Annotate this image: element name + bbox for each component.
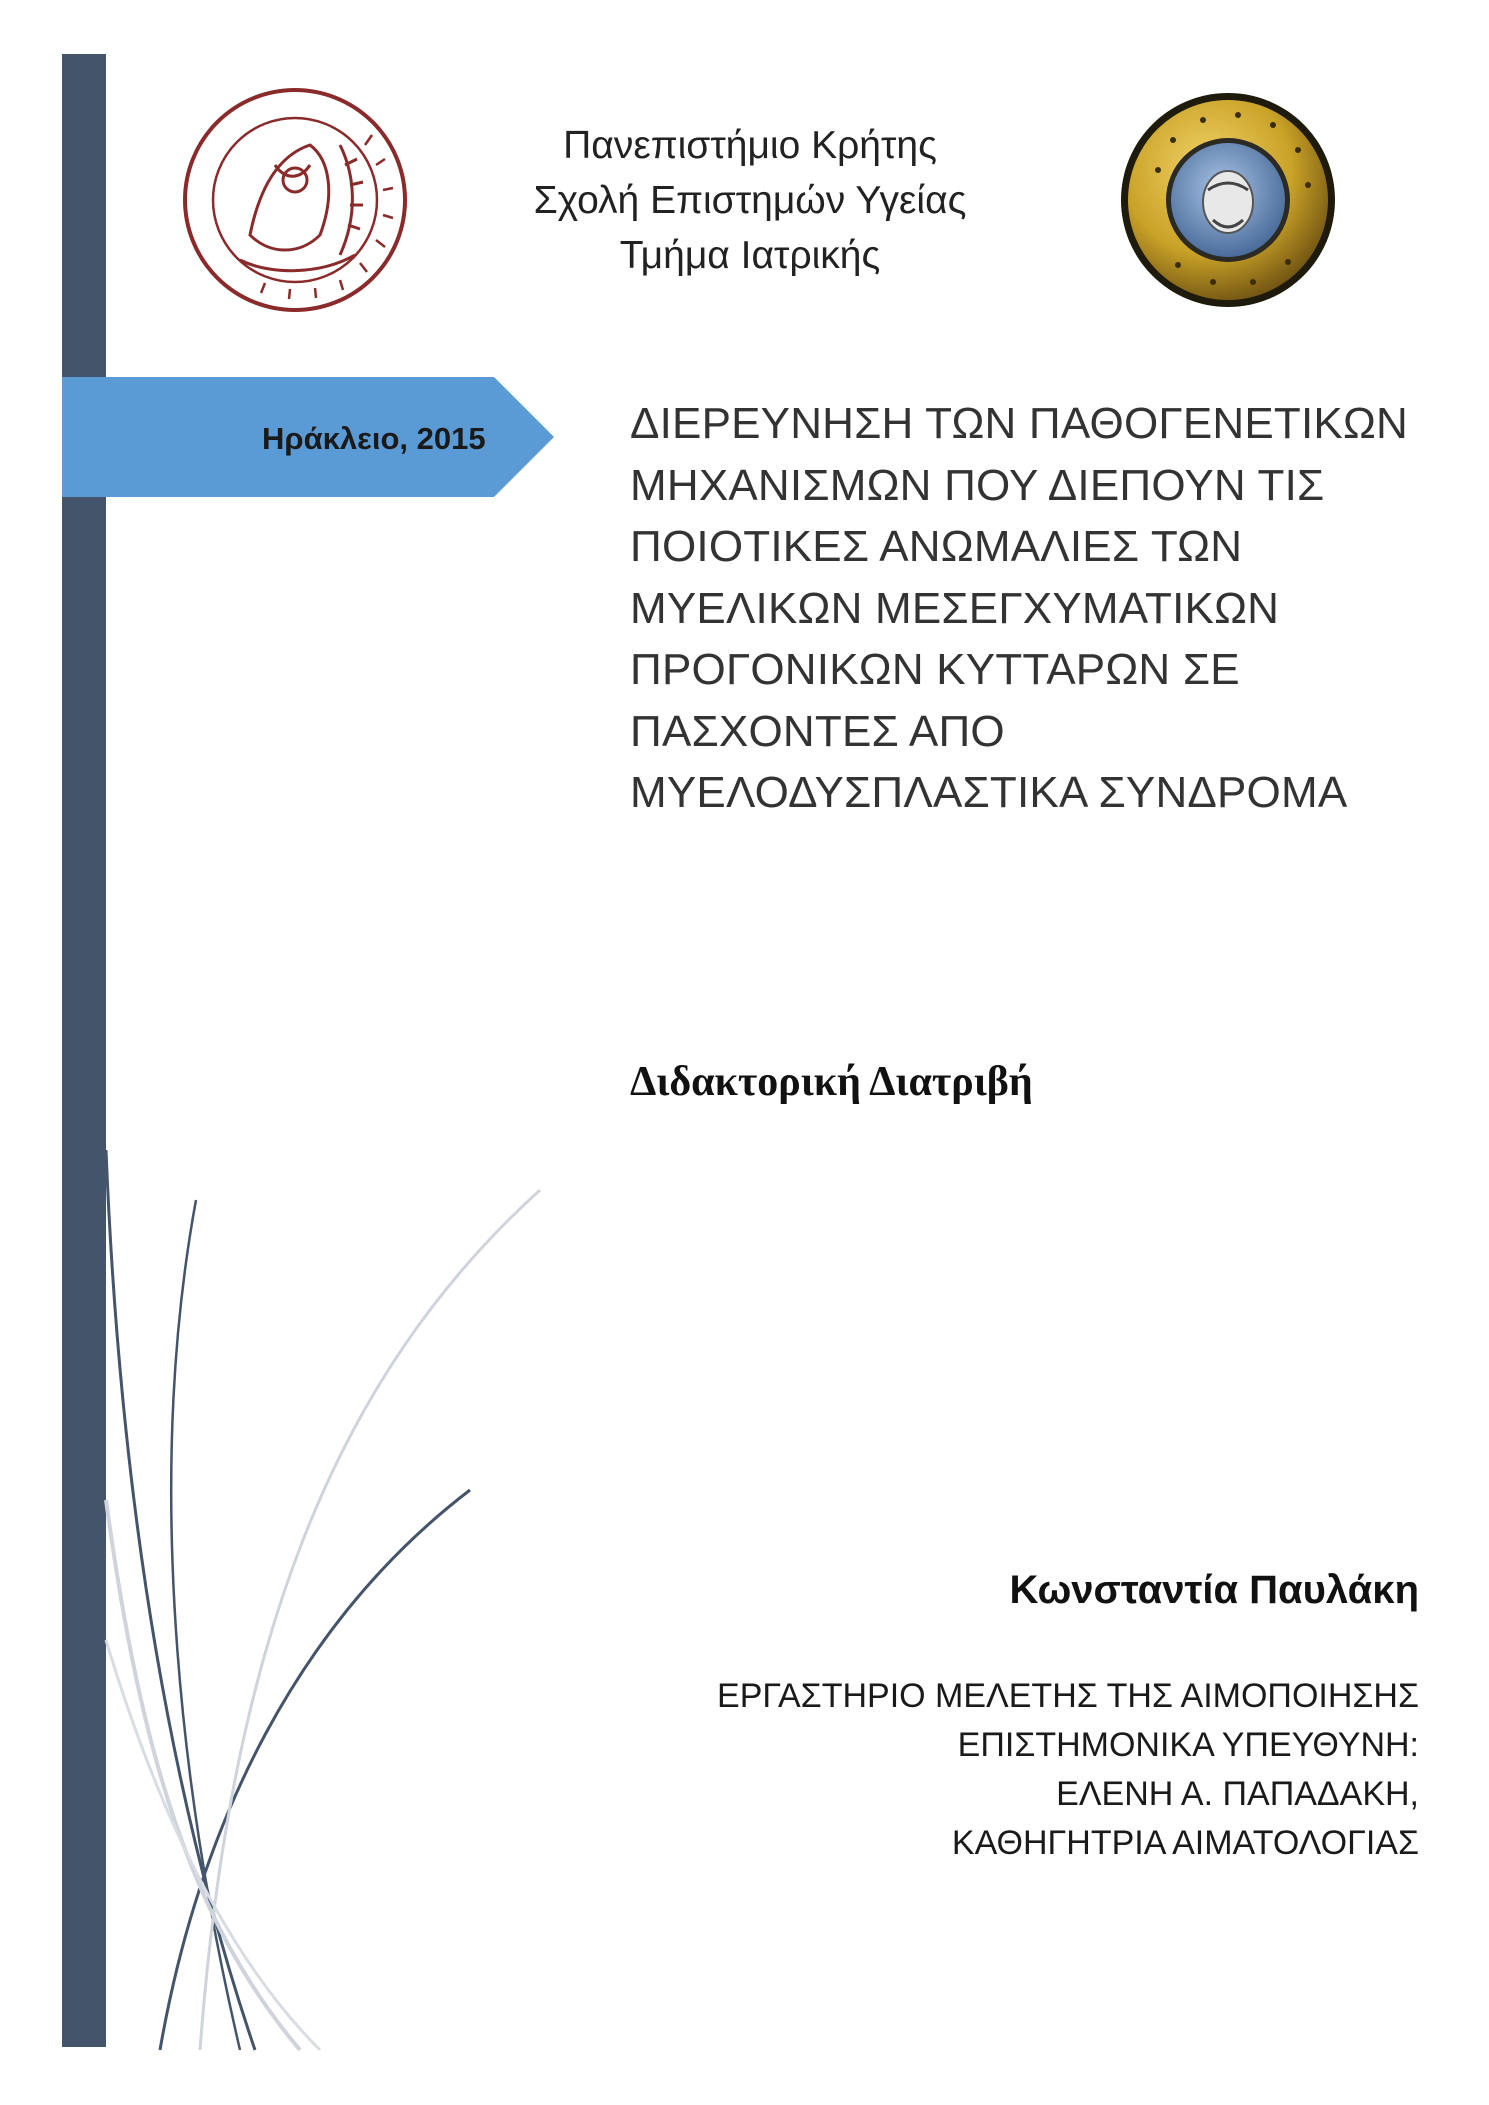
thesis-type-label: Διδακτορική Διατριβή	[630, 1059, 1033, 1105]
institution-header	[450, 118, 1050, 283]
university-name: Πανεπιστήμιο Κρήτης	[563, 124, 937, 167]
title-line: ΜΗΧΑΝΙΣΜΩΝ ΠΟΥ ΔΙΕΠΟΥΝ ΤΙΣ	[630, 460, 1325, 510]
lab-line: ΕΡΓΑΣΤΗΡΙΟ ΜΕΛΕΤΗΣ ΤΗΣ ΑΙΜΟΠΟΙΗΣΗΣ	[717, 1677, 1419, 1715]
school-name: Σχολή Επιστημών Υγείας	[533, 179, 967, 222]
title-line: ΜΥΕΛΟΔΥΣΠΛΑΣΤΙΚΑ ΣΥΝΔΡΟΜΑ	[630, 768, 1348, 817]
title-line: ΠΡΟΓΟΝΙΚΩΝ ΚΥΤΤΑΡΩΝ ΣΕ	[630, 645, 1240, 694]
title-line: ΔΙΕΡΕΥΝΗΣΗ ΤΩΝ ΠΑΘΟΓΕΝΕΤΙΚΩΝ	[630, 399, 1409, 448]
lab-line: ΕΠΙΣΤΗΜΟΝΙΚΑ ΥΠΕΥΘΥΝΗ:	[957, 1726, 1419, 1764]
thesis-title	[630, 393, 1430, 824]
date-label: Ηράκλειο, 2015	[262, 421, 486, 456]
title-line: ΠΟΙΟΤΙΚΕΣ ΑΝΩΜΑΛΙΕΣ ΤΩΝ	[630, 522, 1243, 571]
medical-school-seal-logo	[1118, 90, 1338, 310]
title-line: ΠΑΣΧΟΝΤΕΣ ΑΠΟ	[630, 706, 1005, 756]
author-name: Κωνσταντία Παυλάκη	[1009, 1568, 1419, 1612]
lab-line: ΕΛΕΝΗ Α. ΠΑΠΑΔΑΚΗ,	[1056, 1775, 1419, 1813]
laboratory-supervisor-block	[717, 1672, 1419, 1868]
university-seal-logo	[180, 85, 410, 315]
title-line: ΜΥΕΛΙΚΩΝ ΜΕΣΕΓΧΥΜΑΤΙΚΩΝ	[630, 583, 1280, 633]
department-name: Τμήμα Ιατρικής	[619, 234, 881, 277]
lab-line: ΚΑΘΗΓΗΤΡΙΑ ΑΙΜΑΤΟΛΟΓΙΑΣ	[951, 1824, 1419, 1862]
